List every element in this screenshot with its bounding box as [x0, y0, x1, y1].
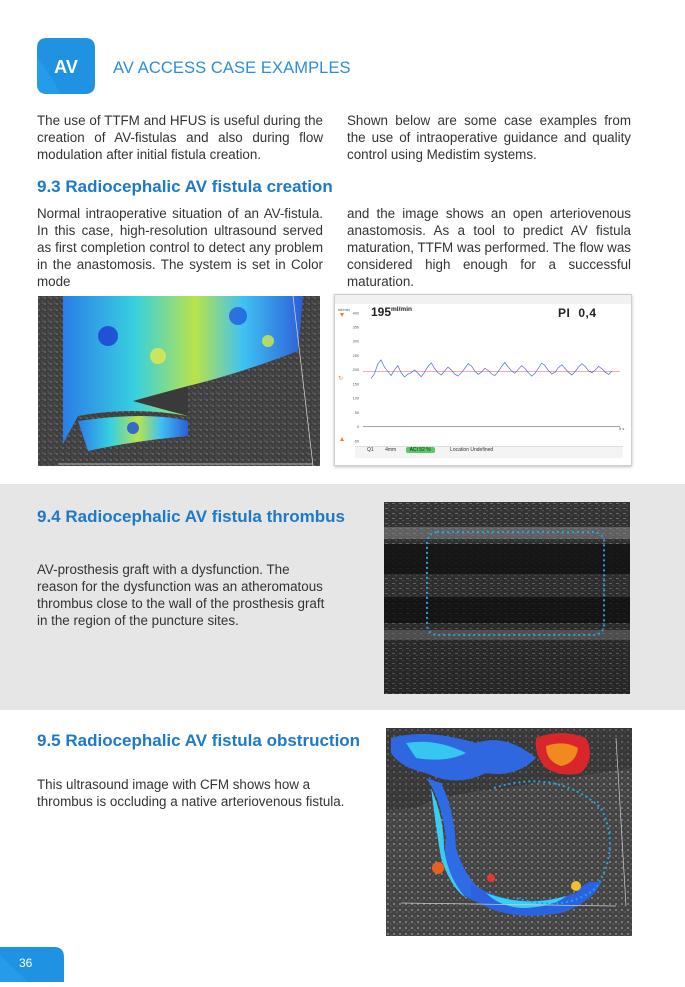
section-9-3-right-text: and the image shows an open arteriovenous anastomosis. As a tool to predict AV fistula maturation, TTFM was performed. The flow was considered high enough for a successful maturation.	[347, 206, 631, 289]
y-axis-unit: ml/min	[338, 307, 350, 312]
intro-right-text: Shown below are some case examples from the use of intraoperative guidance and quality control using Medistim systems.	[347, 113, 631, 162]
y-tick-label: 300	[352, 339, 359, 344]
section-9-3-left-text: Normal intraoperative situation of an AV-fistula. In this case, high-resolution ultrasound served as first completion control to detect any problem in the anastomosis. The system is set in Color mode	[37, 206, 323, 289]
y-tick-label: 400	[352, 311, 359, 316]
y-tick-label: 100	[352, 396, 359, 401]
cfm-ultrasound-image	[386, 728, 632, 936]
section-title: AV ACCESS CASE EXAMPLES	[113, 59, 351, 77]
status-q: Q1	[367, 447, 374, 453]
page-number: 36	[19, 956, 33, 970]
refresh-icon[interactable]: ↻	[338, 375, 344, 382]
scale-down-icon[interactable]	[340, 437, 344, 441]
ttfm-status-bar	[355, 446, 623, 458]
section-9-4-text: AV-prosthesis graft with a dysfunction. The reason for the dysfunction was an atheromatous thrombus close to the wall of the prosthesis graft in the region of the puncture sites.	[37, 562, 325, 628]
y-tick-label: 200	[352, 368, 359, 373]
ttfm-waveform-chart	[335, 305, 631, 445]
pi-value: 0,4	[578, 306, 597, 320]
heading-9-5: 9.5 Radiocephalic AV fistula obstruction	[37, 731, 361, 750]
heading-9-3: 9.3 Radiocephalic AV fistula creation	[37, 177, 333, 196]
y-tick-label: 0	[356, 425, 359, 430]
y-tick-label: -50	[353, 439, 359, 444]
y-tick-label: 150	[352, 382, 359, 387]
flow-value: 195	[371, 305, 392, 319]
y-tick-label: 250	[352, 353, 359, 358]
ttfm-chart-panel	[334, 294, 632, 466]
y-tick-label: 350	[352, 325, 359, 330]
heading-9-4: 9.4 Radiocephalic AV fistula thrombus	[37, 507, 345, 526]
flow-unit: ml/min	[391, 306, 412, 313]
color-ultrasound-image	[38, 296, 320, 466]
time-scale-label: 5 s	[619, 426, 625, 431]
grayscale-ultrasound-image	[384, 502, 630, 694]
section-9-5-text: This ultrasound image with CFM shows how a thrombus is occluding a native arteriovenous fistula.	[37, 777, 345, 809]
scale-up-icon[interactable]	[340, 313, 344, 317]
flow-series-line	[371, 360, 612, 379]
status-aci-badge: ACI 52 %	[406, 447, 435, 453]
status-size: 4mm	[385, 447, 397, 453]
av-tab-badge	[37, 38, 95, 94]
av-tab-label: AV	[54, 57, 78, 77]
pi-label: PI	[558, 306, 571, 320]
intro-left-text: The use of TTFM and HFUS is useful during the creation of AV-fistulas and also during flow modulation after initial fistula creation.	[37, 113, 323, 162]
status-location: Location Undefined	[450, 447, 494, 453]
ttfm-toolbar	[335, 295, 631, 304]
y-tick-label: 50	[354, 410, 359, 415]
page-number-tab	[0, 947, 64, 982]
